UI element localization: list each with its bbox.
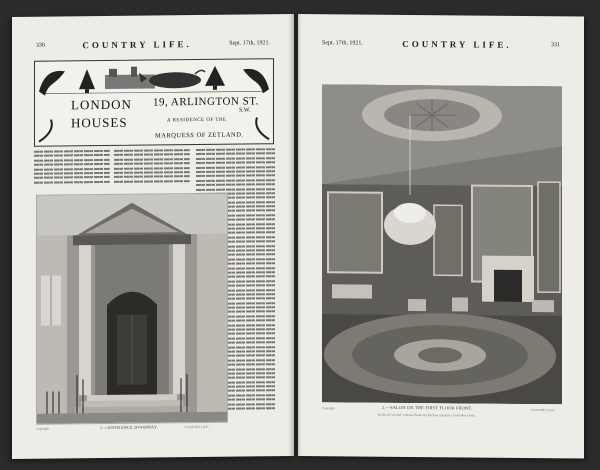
left-page bbox=[12, 14, 294, 459]
left-magazine-title: COUNTRY LIFE. bbox=[82, 39, 192, 51]
right-magazine-title: COUNTRY LIFE. bbox=[402, 38, 512, 50]
right-photo-credit-right: "COUNTRY LIFE." bbox=[530, 408, 557, 413]
title-houses: HOUSES bbox=[71, 114, 128, 131]
body-text-column-2 bbox=[114, 149, 190, 190]
title-district: S.W. bbox=[239, 107, 251, 114]
left-date: Sept. 17th, 1921. bbox=[229, 40, 270, 47]
entrance-doorway-photo bbox=[36, 193, 228, 425]
owner-name: MARQUESS OF ZETLAND. bbox=[155, 131, 244, 140]
right-photo-subcaption: Relieved in relief with the Beauvais-Nielson tapestries from Moor Park. bbox=[378, 412, 476, 418]
left-running-head bbox=[36, 36, 270, 52]
right-running-head bbox=[322, 36, 560, 52]
body-text-column-1 bbox=[34, 150, 110, 191]
right-date: Sept. 17th, 1921. bbox=[322, 40, 363, 47]
left-photo-credit-right: "COUNTRY LIFE." bbox=[184, 424, 211, 430]
magazine-spread bbox=[12, 14, 584, 456]
left-page-number: 330 bbox=[36, 42, 45, 49]
right-page-number: 331 bbox=[550, 42, 560, 49]
right-photo-credit-left: Copyright bbox=[322, 406, 335, 411]
right-page bbox=[298, 14, 584, 458]
title-address: 19, ARLINGTON ST. bbox=[153, 95, 259, 109]
spread-gutter bbox=[288, 14, 302, 456]
left-photo-credit-left: Copyright bbox=[36, 426, 49, 431]
subtitle-residence: A RESIDENCE OF THE bbox=[167, 117, 227, 124]
salon-photo bbox=[322, 84, 562, 404]
right-photo-caption: 2.—SALON ON THE FIRST FLOOR FRONT. bbox=[382, 404, 473, 411]
left-photo-caption: 1.—ENTRANCE DOORWAY. bbox=[100, 424, 158, 431]
title-london: LONDON bbox=[71, 96, 132, 113]
title-banner bbox=[34, 58, 274, 147]
